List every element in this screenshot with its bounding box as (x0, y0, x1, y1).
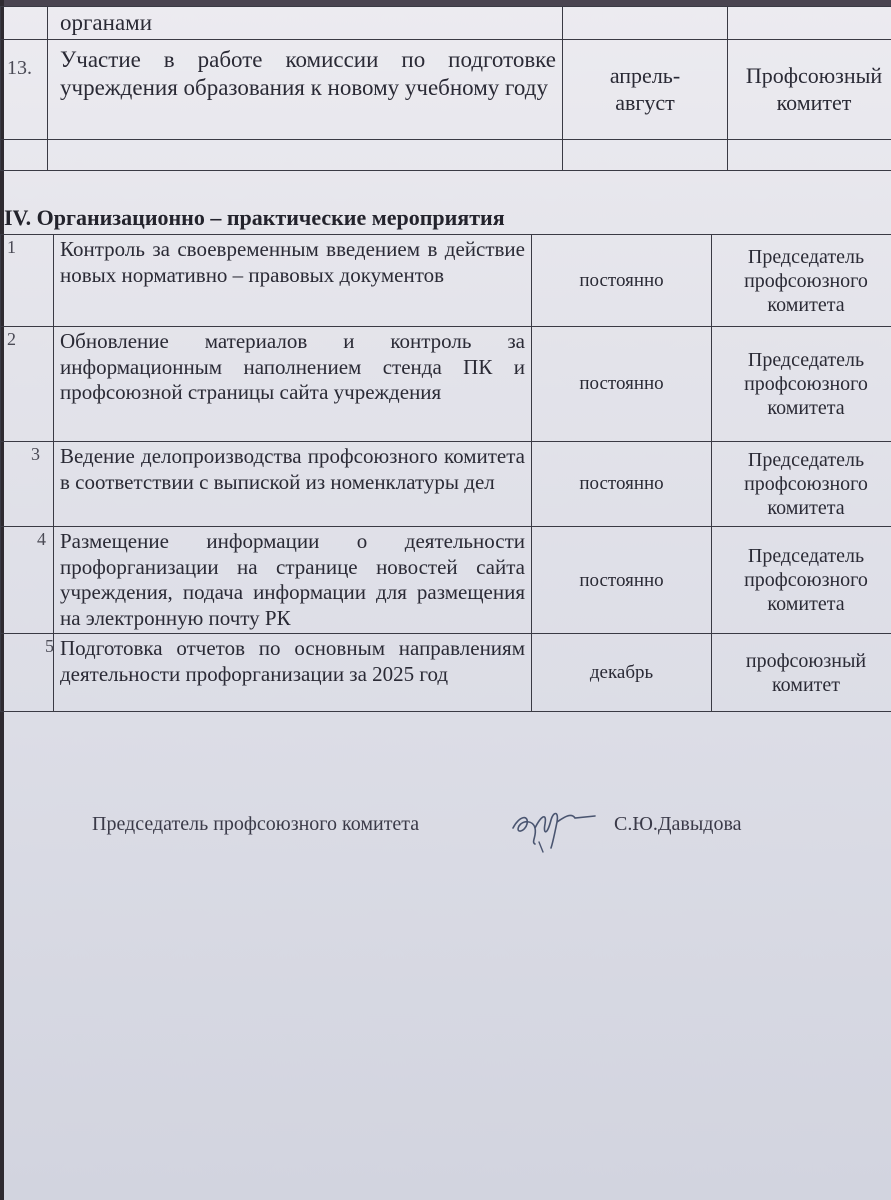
row-number: 4 (1, 527, 54, 634)
table-row-13 (1, 40, 891, 140)
row-period: постоянно (532, 327, 712, 442)
row-number: 2 (1, 327, 54, 442)
row-responsible: Председатель профсоюзного комитета (712, 527, 891, 634)
top-plan-table (0, 6, 891, 171)
row-description: Обновление материалов и контроль за информационным наполнением стенда ПК и профсоюзной страницы сайта учреждения (54, 327, 532, 442)
handwritten-signature (505, 798, 600, 858)
table-row (1, 327, 891, 442)
section-heading: IV. Организационно – практические мероприятия (4, 205, 505, 230)
row-responsible-cell (728, 7, 891, 40)
row-period: постоянно (532, 235, 712, 327)
table-row (1, 235, 891, 327)
table-row (1, 527, 891, 634)
row-description: Ведение делопроизводства профсоюзного комитета в соответствии с выпиской из номенклатуры дел (54, 442, 532, 527)
table-row (1, 634, 891, 712)
row-period: декабрь (532, 634, 712, 712)
row-period: апрель-август (563, 40, 728, 140)
row-description: Контроль за своевременным введением в действие новых нормативно – правовых документов (54, 235, 532, 327)
activities-table (0, 234, 891, 712)
row-description: Участие в работе комиссии по подготовке учреждения образования к новому учебному году (48, 40, 563, 140)
table-row-empty (1, 140, 891, 171)
prev-row-tail-text: органами (60, 10, 153, 35)
empty-cell (563, 140, 728, 171)
row-responsible: профсоюзный комитет (712, 634, 891, 712)
row-description: Размещение информации о деятельности профорганизации на странице новостей сайта учреждения, подача информации для размещения на электронную почту РК (54, 527, 532, 634)
row-number: 13. (1, 40, 48, 140)
row-period: постоянно (532, 527, 712, 634)
row-responsible: Председатель профсоюзного комитета (712, 442, 891, 527)
empty-cell (48, 140, 563, 171)
row-responsible: Председатель профсоюзного комитета (712, 327, 891, 442)
signatory-name: С.Ю.Давыдова (614, 813, 742, 835)
empty-cell (1, 140, 48, 171)
row-number: 3 (1, 442, 54, 527)
table-row (1, 442, 891, 527)
row-responsible: Председатель профсоюзного комитета (712, 235, 891, 327)
row-description-cell (48, 7, 563, 40)
row-period-cell (563, 7, 728, 40)
row-number-cell (1, 7, 48, 40)
row-number: 5 (1, 634, 54, 712)
row-description: Подготовка отчетов по основным направлениям деятельности профорганизации за 2025 год (54, 634, 532, 712)
row-period: постоянно (532, 442, 712, 527)
row-responsible: Профсоюзный комитет (728, 40, 891, 140)
row-number: 1 (1, 235, 54, 327)
signature-title: Председатель профсоюзного комитета (92, 813, 420, 835)
empty-cell (728, 140, 891, 171)
table-row-prev-tail (1, 7, 891, 40)
